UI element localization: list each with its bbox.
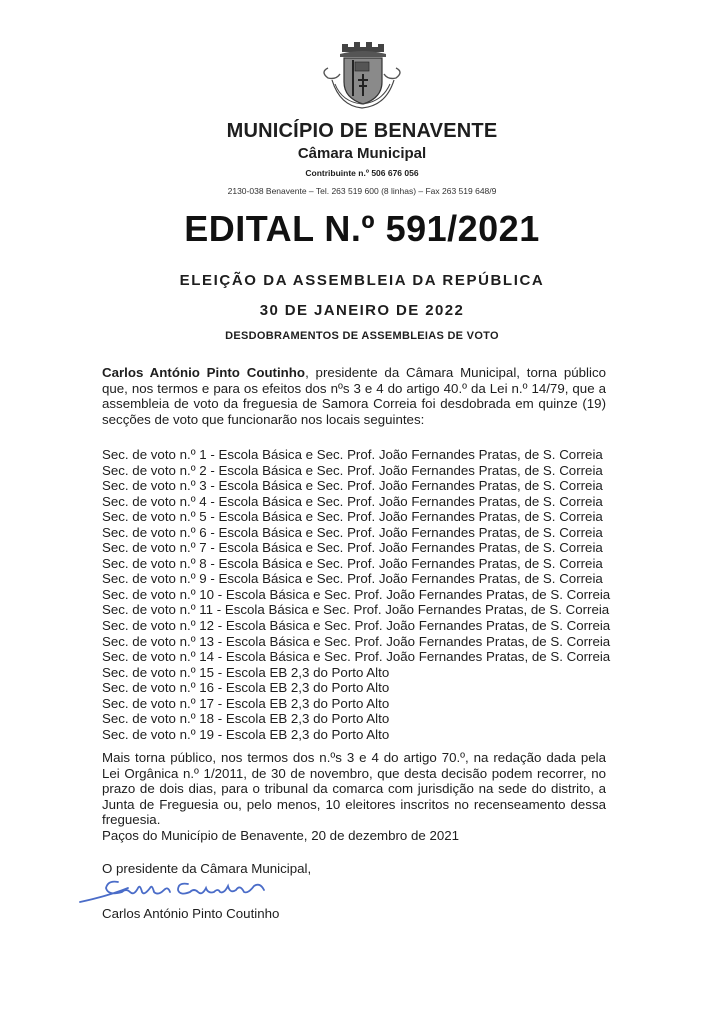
appeal-paragraph: Mais torna público, nos termos dos n.ºs 3 e 4 do artigo 70.º, na redação dada pela Lei Orgânica n.º 1/2011, de 30 de novembro, que desta decisão podem recorrer, no prazo de dois dias, para o tribunal da comarca com jurisdição na sede do distrito, a Junta de Freguesia ou, pelo menos, 10 eleitores inscritos no recenseamento dessa freguesia. xyxy=(102,750,606,828)
president-name: Carlos António Pinto Coutinho xyxy=(102,365,306,380)
signature-icon xyxy=(78,874,298,908)
list-item: Sec. de voto n.º 14 - Escola Básica e Sec. Prof. João Fernandes Pratas, de S. Correia xyxy=(102,649,611,665)
coat-of-arms-icon xyxy=(310,38,414,110)
list-item: Sec. de voto n.º 4 - Escola Básica e Sec. Prof. João Fernandes Pratas, de S. Correia xyxy=(102,493,603,509)
list-item: Sec. de voto n.º 15 - Escola EB 2,3 do Porto Alto xyxy=(102,664,390,680)
list-item: Sec. de voto n.º 3 - Escola Básica e Sec. Prof. João Fernandes Pratas, de S. Correia xyxy=(102,478,603,494)
department-name: Câmara Municipal xyxy=(297,145,427,162)
list-item: Sec. de voto n.º 8 - Escola Básica e Sec. Prof. João Fernandes Pratas, de S. Correia xyxy=(102,555,603,571)
list-item: Sec. de voto n.º 2 - Escola Básica e Sec. Prof. João Fernandes Pratas, de S. Correia xyxy=(102,462,603,478)
intro-paragraph xyxy=(102,365,606,427)
place-date: Paços do Município de Benavente, 20 de dezembro de 2021 xyxy=(102,828,460,843)
voting-sections-list xyxy=(102,447,622,742)
election-title: ELEIÇÃO DA ASSEMBLEIA DA REPÚBLICA xyxy=(179,272,545,289)
taxpayer-info xyxy=(0,168,724,178)
list-item: Sec. de voto n.º 9 - Escola Básica e Sec. Prof. João Fernandes Pratas, de S. Correia xyxy=(102,571,603,587)
signer-title: O presidente da Câmara Municipal, xyxy=(102,861,312,876)
list-item: Sec. de voto n.º 13 - Escola Básica e Sec. Prof. João Fernandes Pratas, de S. Correia xyxy=(102,633,611,649)
election-date: 30 DE JANEIRO DE 2022 xyxy=(259,302,465,319)
list-item: Sec. de voto n.º 1 - Escola Básica e Sec. Prof. João Fernandes Pratas, de S. Correia xyxy=(102,447,603,462)
list-item: Sec. de voto n.º 17 - Escola EB 2,3 do Porto Alto xyxy=(102,695,390,711)
list-item: Sec. de voto n.º 5 - Escola Básica e Sec. Prof. João Fernandes Pratas, de S. Correia xyxy=(102,509,603,525)
list-item: Sec. de voto n.º 16 - Escola EB 2,3 do Porto Alto xyxy=(102,680,390,696)
list-item: Sec. de voto n.º 19 - Escola EB 2,3 do Porto Alto xyxy=(102,726,390,742)
taxpayer-label: Contribuinte n.º xyxy=(305,168,369,178)
list-item: Sec. de voto n.º 6 - Escola Básica e Sec. Prof. João Fernandes Pratas, de S. Correia xyxy=(102,524,603,540)
address-line: 2130-038 Benavente – Tel. 263 519 600 (8 linhas) – Fax 263 519 648/9 xyxy=(227,186,497,196)
document-subtitle: DESDOBRAMENTOS DE ASSEMBLEIAS DE VOTO xyxy=(225,330,499,342)
list-item: Sec. de voto n.º 7 - Escola Básica e Sec. Prof. João Fernandes Pratas, de S. Correia xyxy=(102,540,603,556)
list-item: Sec. de voto n.º 11 - Escola Básica e Sec. Prof. João Fernandes Pratas, de S. Correia xyxy=(102,602,610,618)
taxpayer-number: 506 676 056 xyxy=(371,168,419,178)
municipality-name: MUNICÍPIO DE BENAVENTE xyxy=(226,120,498,142)
signer-name: Carlos António Pinto Coutinho xyxy=(102,906,280,921)
intro-text: , presidente da Câmara Municipal, torna público que, nos termos e para os efeitos dos nºs 3 e 4 do artigo 40.º da Lei n.º 14/79, que a assembleia de voto da freguesia de Samora Correia foi desdobrada em quinze (19) secções de voto que funcionarão nos locais seguintes: xyxy=(102,365,606,427)
list-item: Sec. de voto n.º 10 - Escola Básica e Sec. Prof. João Fernandes Pratas, de S. Correia xyxy=(102,586,611,602)
edital-title: EDITAL N.º 591/2021 xyxy=(184,208,540,249)
list-item: Sec. de voto n.º 18 - Escola EB 2,3 do Porto Alto xyxy=(102,711,390,727)
list-item: Sec. de voto n.º 12 - Escola Básica e Sec. Prof. João Fernandes Pratas, de S. Correia xyxy=(102,618,611,634)
